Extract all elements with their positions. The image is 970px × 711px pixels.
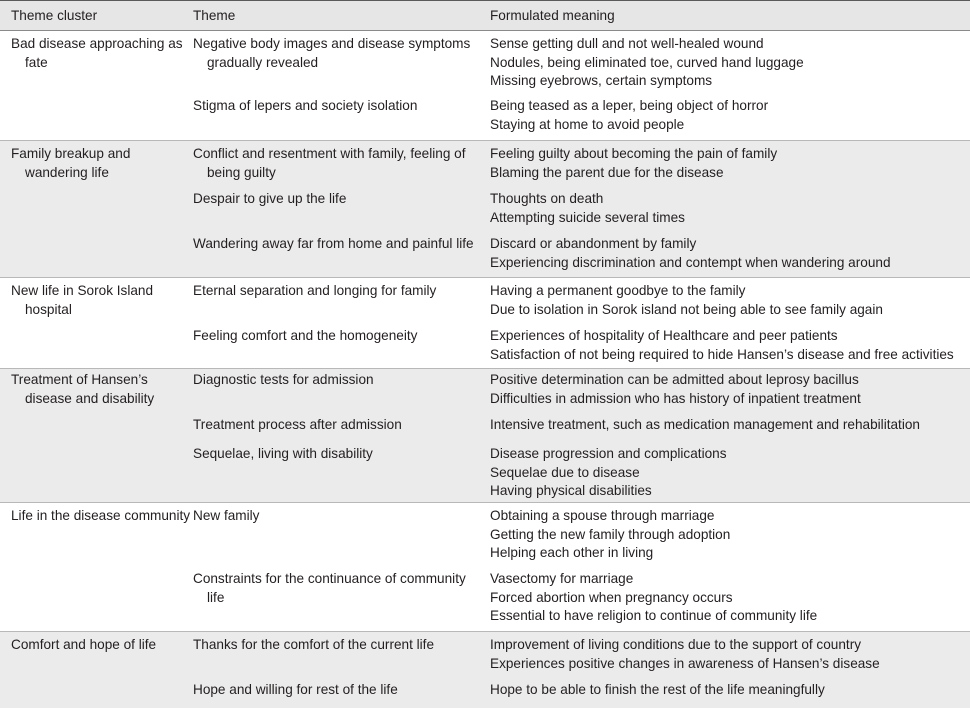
formulated-meaning-line: Improvement of living conditions due to the support of country <box>490 637 862 652</box>
formulated-meaning-line: Missing eyebrows, certain symptoms <box>490 73 713 88</box>
theme-cluster-name: Comfort and hope of life <box>11 637 157 652</box>
theme-cluster-name: Life in the disease community <box>11 508 191 523</box>
formulated-meaning-cell <box>490 681 965 700</box>
formulated-meaning-line: Blaming the parent due for the disease <box>490 164 724 180</box>
theme-cluster-row <box>0 503 970 632</box>
formulated-meaning-line: Discard or abandonment by family <box>490 236 697 251</box>
theme-text: Stigma of lepers and society isolation <box>193 98 418 113</box>
theme-text: Wandering away far from home and painful life <box>193 236 474 251</box>
formulated-meaning-cell <box>490 445 965 501</box>
table-header <box>0 1 970 31</box>
formulated-meaning-cell <box>490 190 965 227</box>
formulated-meaning-line: Sequelae due to disease <box>490 464 640 480</box>
theme-cluster-row <box>0 369 970 503</box>
theme-cluster-name: Treatment of Hansen’s disease and disability <box>11 372 155 406</box>
theme-text: Hope and willing for rest of the life <box>193 682 398 697</box>
formulated-meaning-line: Experiences of hospitality of Healthcare and peer patients <box>490 328 838 343</box>
formulated-meaning-cell <box>490 282 965 319</box>
formulated-meaning-line: Feeling guilty about becoming the pain of family <box>490 146 778 161</box>
formulated-meaning-cell <box>490 97 965 134</box>
theme-text: Eternal separation and longing for family <box>193 283 437 298</box>
formulated-meaning-line: Having physical disabilities <box>490 483 652 498</box>
theme-cluster-name: New life in Sorok Island hospital <box>11 283 154 317</box>
formulated-meaning-line: Helping each other in living <box>490 545 654 560</box>
theme-text: Sequelae, living with disability <box>193 446 373 461</box>
formulated-meaning-line: Nodules, being eliminated toe, curved hand luggage <box>490 54 804 70</box>
theme-text: Feeling comfort and the homogeneity <box>193 328 418 343</box>
theme-text: Treatment process after admission <box>193 417 402 432</box>
formulated-meaning-line: Being teased as a leper, being object of horror <box>490 98 769 113</box>
header-theme: Theme <box>193 8 236 23</box>
theme-text: Negative body images and disease symptoms gradually revealed <box>193 36 471 70</box>
theme-cluster-row <box>0 31 970 141</box>
formulated-meaning-cell <box>490 570 965 626</box>
formulated-meaning-cell <box>490 35 965 91</box>
formulated-meaning-line: Positive determination can be admitted about leprosy bacillus <box>490 372 859 387</box>
formulated-meaning-line: Vasectomy for marriage <box>490 571 634 586</box>
theme-cluster-name: Bad disease approaching as fate <box>11 36 183 70</box>
formulated-meaning-line: Hope to be able to finish the rest of the life meaningfully <box>490 682 825 697</box>
header-formulated-meaning: Formulated meaning <box>490 8 615 23</box>
theme-cluster-row <box>0 141 970 278</box>
theme-text: Despair to give up the life <box>193 191 347 206</box>
formulated-meaning-cell <box>490 235 965 272</box>
theme-cluster-name: Family breakup and wandering life <box>11 146 131 180</box>
formulated-meaning-line: Staying at home to avoid people <box>490 116 685 132</box>
formulated-meaning-line: Thoughts on death <box>490 191 604 206</box>
formulated-meaning-cell <box>490 416 965 435</box>
formulated-meaning-line: Having a permanent goodbye to the family <box>490 283 746 298</box>
formulated-meaning-cell <box>490 507 965 563</box>
formulated-meaning-line: Difficulties in admission who has history of inpatient treatment <box>490 390 861 406</box>
theme-text: Constraints for the continuance of community life <box>193 571 466 605</box>
formulated-meaning-cell <box>490 636 965 673</box>
formulated-meaning-line: Satisfaction of not being required to hide Hansen’s disease and free activities <box>490 346 954 362</box>
formulated-meaning-cell <box>490 327 965 364</box>
theme-text: Diagnostic tests for admission <box>193 372 374 387</box>
formulated-meaning-line: Forced abortion when pregnancy occurs <box>490 589 733 605</box>
header-theme-cluster: Theme cluster <box>11 8 98 23</box>
formulated-meaning-line: Due to isolation in Sorok island not being able to see family again <box>490 301 883 317</box>
theme-text: New family <box>193 508 260 523</box>
theme-text: Conflict and resentment with family, feeling of being guilty <box>193 146 466 180</box>
formulated-meaning-cell <box>490 145 965 182</box>
formulated-meaning-cell <box>490 371 965 408</box>
theme-text: Thanks for the comfort of the current life <box>193 637 435 652</box>
formulated-meaning-line: Attempting suicide several times <box>490 209 685 225</box>
formulated-meaning-line: Getting the new family through adoption <box>490 526 731 542</box>
formulated-meaning-line: Experiences positive changes in awareness of Hansen’s disease <box>490 655 880 671</box>
theme-cluster-row <box>0 632 970 708</box>
formulated-meaning-line: Sense getting dull and not well-healed wound <box>490 36 764 51</box>
formulated-meaning-line: Disease progression and complications <box>490 446 727 461</box>
formulated-meaning-line: Experiencing discrimination and contempt when wandering around <box>490 254 891 270</box>
formulated-meaning-line: Obtaining a spouse through marriage <box>490 508 715 523</box>
formulated-meaning-line: Intensive treatment, such as medication management and rehabilitation <box>490 417 920 432</box>
formulated-meaning-line: Essential to have religion to continue of community life <box>490 608 818 623</box>
theme-cluster-row <box>0 278 970 369</box>
